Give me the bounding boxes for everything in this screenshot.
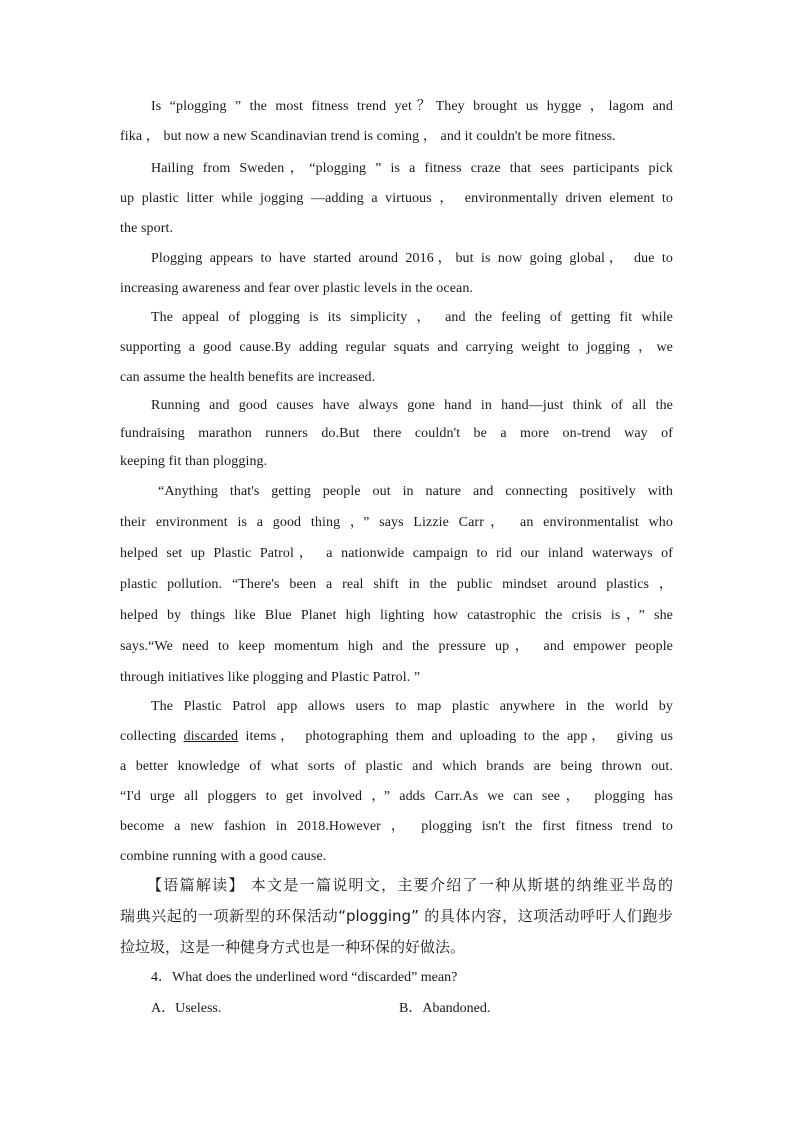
text-line: a better knowledge of what sorts of plastic and which brands are being thrown out. [120,759,673,774]
text-line: through initiatives like plogging and Plastic Patrol. ” [120,670,421,685]
text-line: their environment is a good thing ，” says Lizzie Carr， an environmentalist who [120,515,673,530]
question-4: 4．What does the underlined word “discarded” mean? [151,970,458,985]
answer-options [151,994,671,1024]
text-line: fika ， but now a new Scandinavian trend is coming ， and it couldn't be more fitness. [120,129,616,144]
text-line: The Plastic Patrol app allows users to map plastic anywhere in the world by [151,699,673,714]
text-line: the sport. [120,221,174,236]
paragraph-1 [120,92,673,152]
option-b: B．Abandoned. [399,1001,491,1016]
text-line: fundraising marathon runners do.But there couldn't be a more on-trend way of [120,426,673,441]
text-segment: items， photographing them and uploading to the app， giving us [238,729,673,744]
underlined-word: discarded [183,729,239,744]
text-line: Running and good causes have always gone hand in hand—just think of all the [151,398,673,413]
text-line-with-underline [120,722,673,752]
text-segment: collecting [120,729,184,744]
text-line: plastic pollution. “There's been a real shift in the public mindset around plastics ， [120,577,673,592]
text-line: helped by things like Blue Planet high lighting how catastrophic the crisis is，” she [120,608,673,623]
paragraph-7 [120,692,673,872]
text-line: become a new fashion in 2018.However ， plogging isn't the first fitness trend to [120,819,673,834]
text-line: keeping fit than plogging. [120,454,268,469]
text-line: Is “plogging ” the most fitness trend yet？They brought us hygge ，lagom and [151,99,673,114]
text-line: Hailing from Sweden，“plogging ” is a fitness craze that sees participants pick [151,161,673,176]
text-line: supporting a good cause.By adding regular squats and carrying weight to jogging ，we [120,340,673,355]
discourse-analysis [120,870,673,963]
paragraph-2 [120,154,673,244]
text-line: says.“We need to keep momentum high and the pressure up， and empower people [120,639,673,654]
option-a: A．Useless. [151,1001,222,1016]
text-line: increasing awareness and fear over plastic levels in the ocean. [120,281,474,296]
text-line: can assume the health benefits are increased. [120,370,376,385]
analysis-line: 捡垃圾，这是一种健身方式也是一种环保的好做法。 [120,938,466,956]
text-line: up plastic litter while jogging —adding a virtuous ， environmentally driven element to [120,191,673,206]
text-line: The appeal of plogging is its simplicity ， and the feeling of getting fit while [151,310,673,325]
text-line: helped set up Plastic Patrol， a nationwide campaign to rid our inland waterways of [120,546,673,561]
text-line: Plogging appears to have started around 2016，but is now going global， due to [151,251,673,266]
paragraph-5 [120,392,673,476]
analysis-line: 瑞典兴起的一项新型的环保活动“plogging” 的具体内容，这项活动呼吁人们跑步 [120,907,673,925]
text-line: combine running with a good cause. [120,849,327,864]
paragraph-3 [120,244,673,304]
paragraph-6 [120,476,673,693]
analysis-line: 【语篇解读】 本文是一篇说明文，主要介绍了一种从斯堪的纳维亚半岛的 [147,876,673,894]
text-line: “Anything that's getting people out in nature and connecting positively with [158,484,673,499]
paragraph-4 [120,303,673,393]
text-line: “I'd urge all ploggers to get involved ，” adds Carr.As we can see， plogging has [120,789,673,804]
